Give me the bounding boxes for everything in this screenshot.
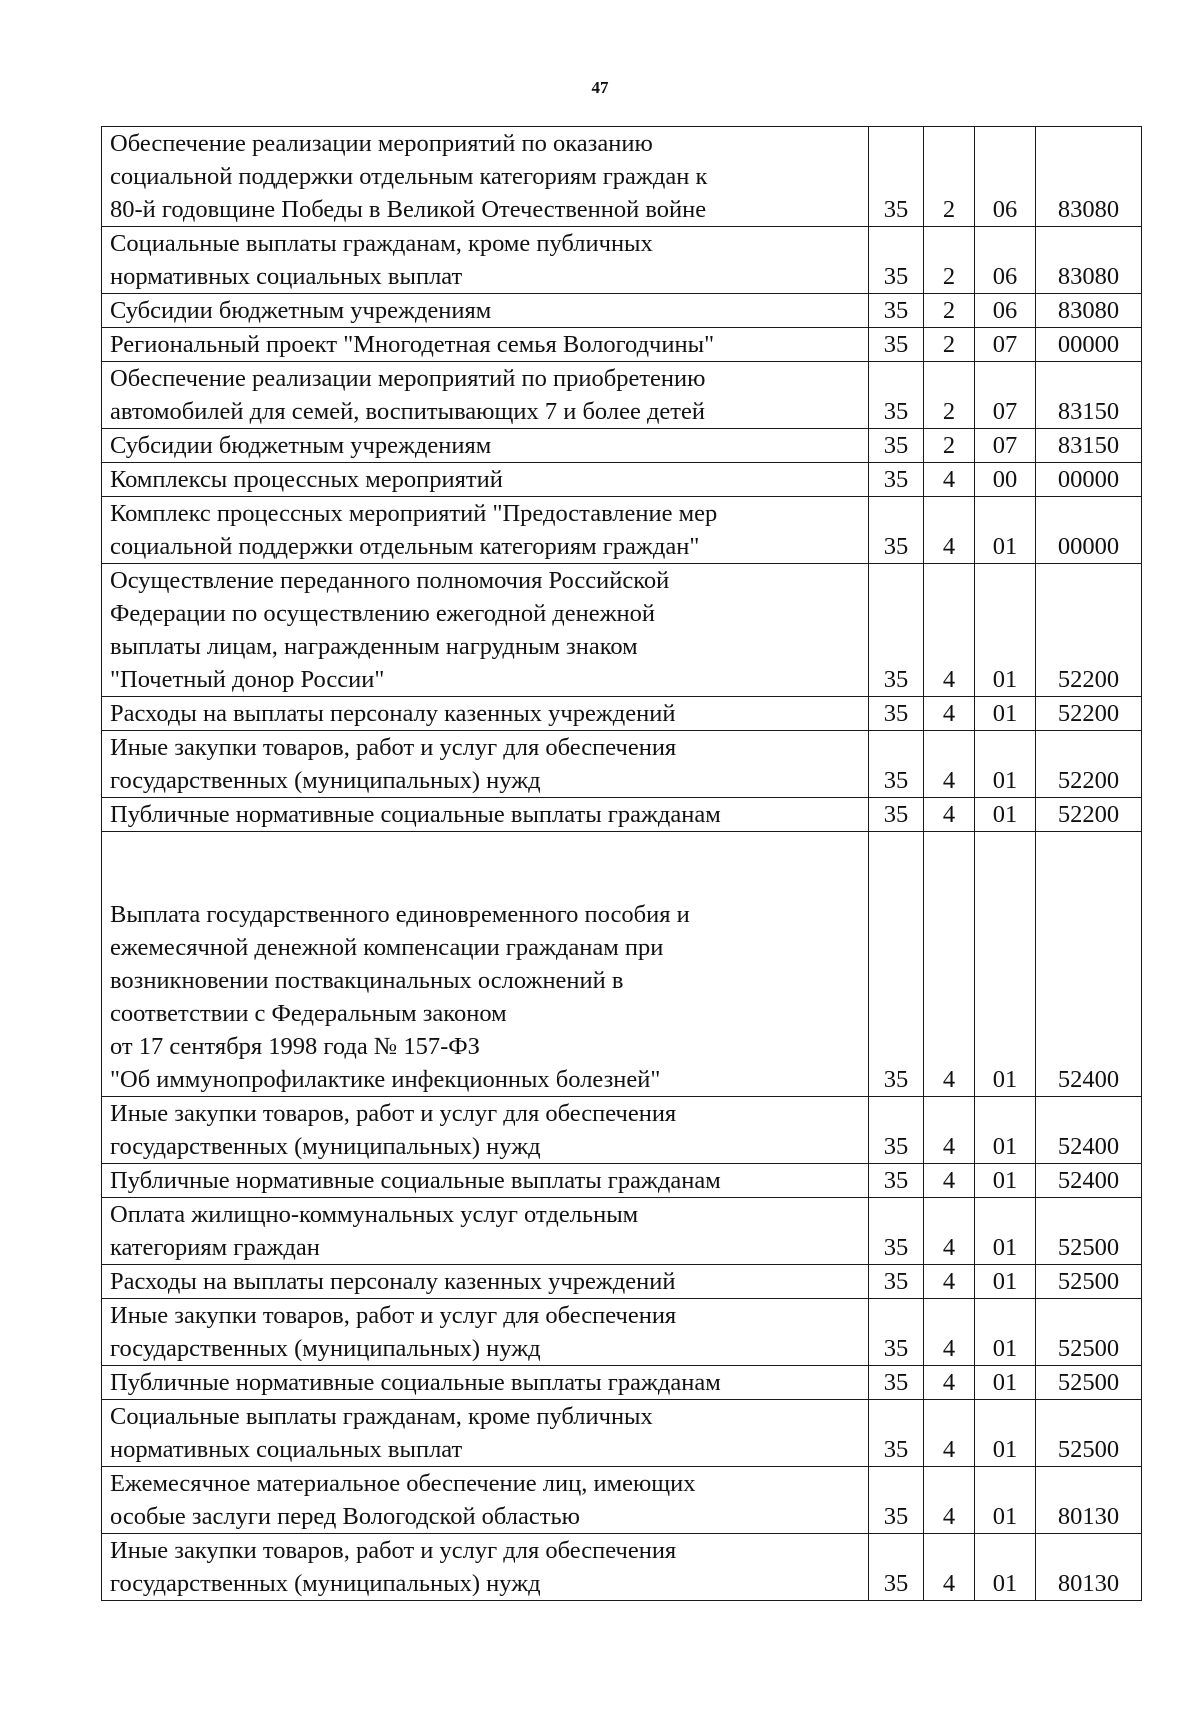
- description-line: Публичные нормативные социальные выплаты гражданам: [110, 801, 721, 828]
- expense-code-cell: 83150: [1036, 362, 1142, 429]
- expense-code-cell: 52200: [1036, 798, 1142, 832]
- expense-code-cell: 80130: [1036, 1534, 1142, 1601]
- expense-code-cell: 80130: [1036, 1467, 1142, 1534]
- expense-code-cell: 52500: [1036, 1265, 1142, 1299]
- expense-code-cell: 52400: [1036, 1097, 1142, 1164]
- table-row: [102, 1366, 1142, 1400]
- description-line: ежемесячной денежной компенсации гражданам при: [110, 934, 664, 961]
- row-description: [102, 227, 869, 294]
- description-line: Расходы на выплаты персоналу казенных учреждений: [110, 700, 676, 727]
- subprogram-code-cell: 2: [924, 328, 975, 362]
- direction-code-cell: 07: [975, 328, 1036, 362]
- table-row: [102, 1299, 1142, 1366]
- program-code-cell: 35: [869, 1534, 924, 1601]
- direction-code-cell: 01: [975, 564, 1036, 697]
- program-code-cell: 35: [869, 564, 924, 697]
- description-line: Ежемесячное материальное обеспечение лиц, имеющих: [110, 1470, 696, 1497]
- direction-code-cell: 01: [975, 798, 1036, 832]
- program-code-cell: 35: [869, 1198, 924, 1265]
- row-description: [102, 1265, 869, 1299]
- program-code-cell: 35: [869, 1097, 924, 1164]
- expense-code-cell: 52200: [1036, 731, 1142, 798]
- description-line: государственных (муниципальных) нужд: [110, 767, 541, 794]
- table-row: [102, 294, 1142, 328]
- row-description: [102, 1534, 869, 1601]
- table-row: [102, 429, 1142, 463]
- table-row: [102, 497, 1142, 564]
- description-line: государственных (муниципальных) нужд: [110, 1570, 541, 1597]
- description-line: Социальные выплаты гражданам, кроме публичных: [110, 1403, 653, 1430]
- program-code-cell: 35: [869, 1265, 924, 1299]
- direction-code-cell: 06: [975, 294, 1036, 328]
- description-line: Публичные нормативные социальные выплаты гражданам: [110, 1369, 721, 1396]
- subprogram-code-cell: 4: [924, 1400, 975, 1467]
- description-line: социальной поддержки отдельным категориям граждан к: [110, 163, 708, 190]
- row-description: [102, 731, 869, 798]
- description-line: 80-й годовщине Победы в Великой Отечественной войне: [110, 196, 707, 223]
- description-line: Иные закупки товаров, работ и услуг для обеспечения: [110, 1302, 677, 1329]
- expense-code-cell: 00000: [1036, 463, 1142, 497]
- table-row: [102, 1400, 1142, 1467]
- description-line: автомобилей для семей, воспитывающих 7 и более детей: [110, 398, 705, 425]
- program-code-cell: 35: [869, 832, 924, 1097]
- table-row: [102, 832, 1142, 1097]
- table-row: [102, 798, 1142, 832]
- table-row: [102, 1097, 1142, 1164]
- expense-code-cell: 52400: [1036, 832, 1142, 1097]
- direction-code-cell: 06: [975, 227, 1036, 294]
- direction-code-cell: 01: [975, 1400, 1036, 1467]
- description-line: государственных (муниципальных) нужд: [110, 1335, 541, 1362]
- row-description: [102, 1198, 869, 1265]
- table-row: [102, 1198, 1142, 1265]
- row-description: [102, 497, 869, 564]
- direction-code-cell: 01: [975, 1534, 1036, 1601]
- subprogram-code-cell: 4: [924, 564, 975, 697]
- expense-code-cell: 83150: [1036, 429, 1142, 463]
- direction-code-cell: 01: [975, 1097, 1036, 1164]
- program-code-cell: 35: [869, 798, 924, 832]
- expense-code-cell: 52400: [1036, 1164, 1142, 1198]
- expense-code-cell: 52500: [1036, 1299, 1142, 1366]
- description-line: социальной поддержки отдельным категориям граждан": [110, 533, 700, 560]
- row-description: [102, 294, 869, 328]
- description-line: Субсидии бюджетным учреждениям: [110, 432, 492, 459]
- program-code-cell: 35: [869, 497, 924, 564]
- subprogram-code-cell: 4: [924, 731, 975, 798]
- description-line: Комплекс процессных мероприятий "Предоставление мер: [110, 500, 718, 527]
- description-line: Социальные выплаты гражданам, кроме публичных: [110, 230, 653, 257]
- subprogram-code-cell: 2: [924, 294, 975, 328]
- table-row: [102, 1467, 1142, 1534]
- subprogram-code-cell: 4: [924, 1097, 975, 1164]
- description-line: категориям граждан: [110, 1234, 320, 1261]
- direction-code-cell: 06: [975, 127, 1036, 227]
- expense-code-cell: 83080: [1036, 294, 1142, 328]
- row-description: [102, 1299, 869, 1366]
- program-code-cell: 35: [869, 362, 924, 429]
- expense-code-cell: 83080: [1036, 127, 1142, 227]
- description-line: Иные закупки товаров, работ и услуг для обеспечения: [110, 1537, 677, 1564]
- description-line: [110, 832, 862, 865]
- description-line: Оплата жилищно-коммунальных услуг отдельным: [110, 1201, 639, 1228]
- row-description: [102, 832, 869, 1097]
- subprogram-code-cell: 2: [924, 227, 975, 294]
- description-line: соответствии с Федеральным законом: [110, 1000, 507, 1027]
- direction-code-cell: 01: [975, 1366, 1036, 1400]
- subprogram-code-cell: 4: [924, 463, 975, 497]
- subprogram-code-cell: 4: [924, 798, 975, 832]
- description-line: Осуществление переданного полномочия Российской: [110, 567, 670, 594]
- subprogram-code-cell: 4: [924, 1265, 975, 1299]
- expense-code-cell: 52500: [1036, 1366, 1142, 1400]
- subprogram-code-cell: 4: [924, 697, 975, 731]
- description-line: нормативных социальных выплат: [110, 263, 463, 290]
- table-row: [102, 362, 1142, 429]
- row-description: [102, 463, 869, 497]
- expense-code-cell: 83080: [1036, 227, 1142, 294]
- program-code-cell: 35: [869, 294, 924, 328]
- description-line: от 17 сентября 1998 года № 157-ФЗ: [110, 1033, 480, 1060]
- table-row: [102, 731, 1142, 798]
- description-line: [110, 865, 862, 898]
- program-code-cell: 35: [869, 463, 924, 497]
- direction-code-cell: 01: [975, 731, 1036, 798]
- description-line: Региональный проект "Многодетная семья Вологодчины": [110, 331, 715, 358]
- direction-code-cell: 01: [975, 497, 1036, 564]
- program-code-cell: 35: [869, 1366, 924, 1400]
- description-line: Обеспечение реализации мероприятий по оказанию: [110, 130, 653, 157]
- table-row: [102, 328, 1142, 362]
- row-description: [102, 127, 869, 227]
- table-row: [102, 227, 1142, 294]
- row-description: [102, 1097, 869, 1164]
- table-row: [102, 463, 1142, 497]
- description-line: Расходы на выплаты персоналу казенных учреждений: [110, 1268, 676, 1295]
- description-line: особые заслуги перед Вологодской областью: [110, 1503, 580, 1530]
- row-description: [102, 328, 869, 362]
- row-description: [102, 1400, 869, 1467]
- row-description: [102, 1164, 869, 1198]
- row-description: [102, 429, 869, 463]
- subprogram-code-cell: 4: [924, 1366, 975, 1400]
- row-description: [102, 362, 869, 429]
- description-line: выплаты лицам, награжденным нагрудным знаком: [110, 633, 638, 660]
- expense-code-cell: 52200: [1036, 697, 1142, 731]
- row-description: [102, 798, 869, 832]
- direction-code-cell: 01: [975, 832, 1036, 1097]
- program-code-cell: 35: [869, 127, 924, 227]
- description-line: Публичные нормативные социальные выплаты гражданам: [110, 1167, 721, 1194]
- direction-code-cell: 00: [975, 463, 1036, 497]
- table-body: [102, 127, 1142, 1601]
- description-line: "Об иммунопрофилактике инфекционных болезней": [110, 1066, 661, 1093]
- budget-classification-table: [101, 126, 1142, 1601]
- row-description: [102, 697, 869, 731]
- description-line: государственных (муниципальных) нужд: [110, 1133, 541, 1160]
- row-description: [102, 564, 869, 697]
- description-line: Субсидии бюджетным учреждениям: [110, 297, 492, 324]
- table-row: [102, 1534, 1142, 1601]
- table-row: [102, 1265, 1142, 1299]
- table-row: [102, 564, 1142, 697]
- description-line: Иные закупки товаров, работ и услуг для обеспечения: [110, 1100, 677, 1127]
- program-code-cell: 35: [869, 1467, 924, 1534]
- description-line: Иные закупки товаров, работ и услуг для обеспечения: [110, 734, 677, 761]
- expense-code-cell: 00000: [1036, 328, 1142, 362]
- description-line: Комплексы процессных мероприятий: [110, 466, 503, 493]
- direction-code-cell: 01: [975, 1164, 1036, 1198]
- direction-code-cell: 07: [975, 429, 1036, 463]
- subprogram-code-cell: 4: [924, 1467, 975, 1534]
- direction-code-cell: 01: [975, 1467, 1036, 1534]
- subprogram-code-cell: 2: [924, 127, 975, 227]
- description-line: Федерации по осуществлению ежегодной денежной: [110, 600, 656, 627]
- program-code-cell: 35: [869, 697, 924, 731]
- table-row: [102, 1164, 1142, 1198]
- subprogram-code-cell: 4: [924, 497, 975, 564]
- direction-code-cell: 07: [975, 362, 1036, 429]
- direction-code-cell: 01: [975, 697, 1036, 731]
- expense-code-cell: 52500: [1036, 1198, 1142, 1265]
- description-line: "Почетный донор России": [110, 666, 385, 693]
- program-code-cell: 35: [869, 429, 924, 463]
- subprogram-code-cell: 4: [924, 832, 975, 1097]
- table-row: [102, 127, 1142, 227]
- expense-code-cell: 52200: [1036, 564, 1142, 697]
- subprogram-code-cell: 4: [924, 1164, 975, 1198]
- row-description: [102, 1467, 869, 1534]
- expense-code-cell: 00000: [1036, 497, 1142, 564]
- row-description: [102, 1366, 869, 1400]
- description-line: возникновении поствакцинальных осложнений в: [110, 967, 624, 994]
- direction-code-cell: 01: [975, 1299, 1036, 1366]
- direction-code-cell: 01: [975, 1265, 1036, 1299]
- description-line: Обеспечение реализации мероприятий по приобретению: [110, 365, 706, 392]
- program-code-cell: 35: [869, 731, 924, 798]
- subprogram-code-cell: 4: [924, 1534, 975, 1601]
- subprogram-code-cell: 2: [924, 362, 975, 429]
- description-line: Выплата государственного единовременного пособия и: [110, 901, 690, 928]
- direction-code-cell: 01: [975, 1198, 1036, 1265]
- subprogram-code-cell: 4: [924, 1198, 975, 1265]
- expense-code-cell: 52500: [1036, 1400, 1142, 1467]
- program-code-cell: 35: [869, 1164, 924, 1198]
- program-code-cell: 35: [869, 1299, 924, 1366]
- description-line: нормативных социальных выплат: [110, 1436, 463, 1463]
- subprogram-code-cell: 4: [924, 1299, 975, 1366]
- table-row: [102, 697, 1142, 731]
- program-code-cell: 35: [869, 328, 924, 362]
- subprogram-code-cell: 2: [924, 429, 975, 463]
- program-code-cell: 35: [869, 1400, 924, 1467]
- program-code-cell: 35: [869, 227, 924, 294]
- page-number: 47: [591, 78, 609, 97]
